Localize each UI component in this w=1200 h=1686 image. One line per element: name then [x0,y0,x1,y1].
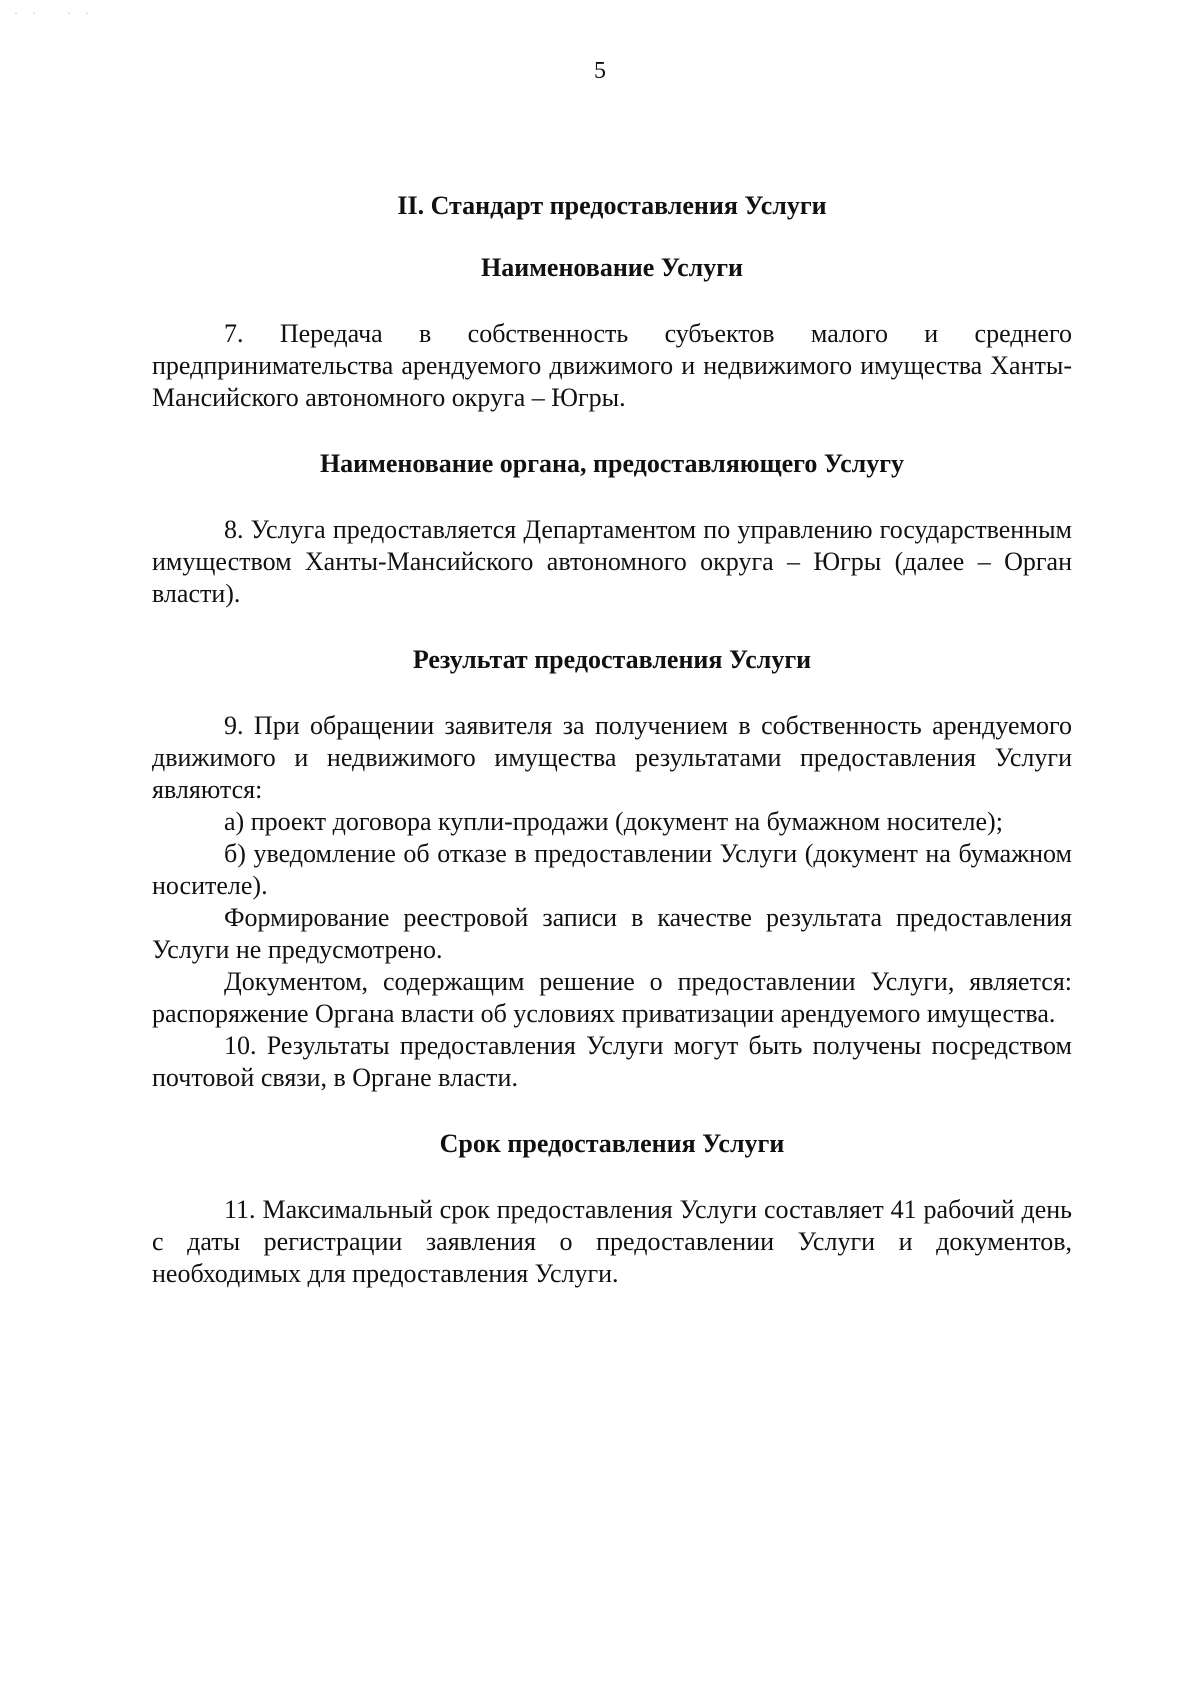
paragraph-10: 10. Результаты предоставления Услуги могут быть получены посредством почтовой связи, в Органе власти. [152,1031,1072,1092]
paragraph-9a: а) проект договора купли-продажи (документ на бумажном носителе); [224,807,1003,836]
paragraph-7: 7. Передача в собственность субъектов малого и среднего предпринимательства арендуемого движимого и недвижимого имущества Ханты-Мансийского автономного округа – Югры. [152,319,1072,412]
paragraph-11: 11. Максимальный срок предоставления Услуги составляет 41 рабочий день с даты регистрации заявления о предоставлении Услуги и документов, необходимых для предоставления Услуги. [152,1195,1072,1288]
paragraph-9: 9. При обращении заявителя за получением в собственность арендуемого движимого и недвижимого имущества результатами предоставления Услуги являются: [152,711,1072,804]
section-title: II. Стандарт предоставления Услуги [397,191,827,220]
paragraph-decision-document: Документом, содержащим решение о предоставлении Услуги, является: распоряжение Органа власти об условиях приватизации арендуемого имущества. [152,967,1072,1028]
heading-authority-name: Наименование органа, предоставляющего Услугу [319,449,905,478]
heading-service-name: Наименование Услуги [480,253,744,282]
scan-artifact: ·· ·· [14,6,103,20]
paragraph-registry-record: Формирование реестровой записи в качестве результата предоставления Услуги не предусмотрено. [152,903,1072,964]
heading-service-term: Срок предоставления Услуги [439,1129,785,1158]
paragraph-9b: б) уведомление об отказе в предоставлении Услуги (документ на бумажном носителе). [152,839,1072,900]
paragraph-8: 8. Услуга предоставляется Департаментом по управлению государственным имуществом Ханты-Мансийского автономного округа – Югры (далее – Орган власти). [152,515,1072,608]
page-number: 5 [594,58,606,84]
document-body [152,190,1072,1290]
heading-service-result: Результат предоставления Услуги [412,645,812,674]
